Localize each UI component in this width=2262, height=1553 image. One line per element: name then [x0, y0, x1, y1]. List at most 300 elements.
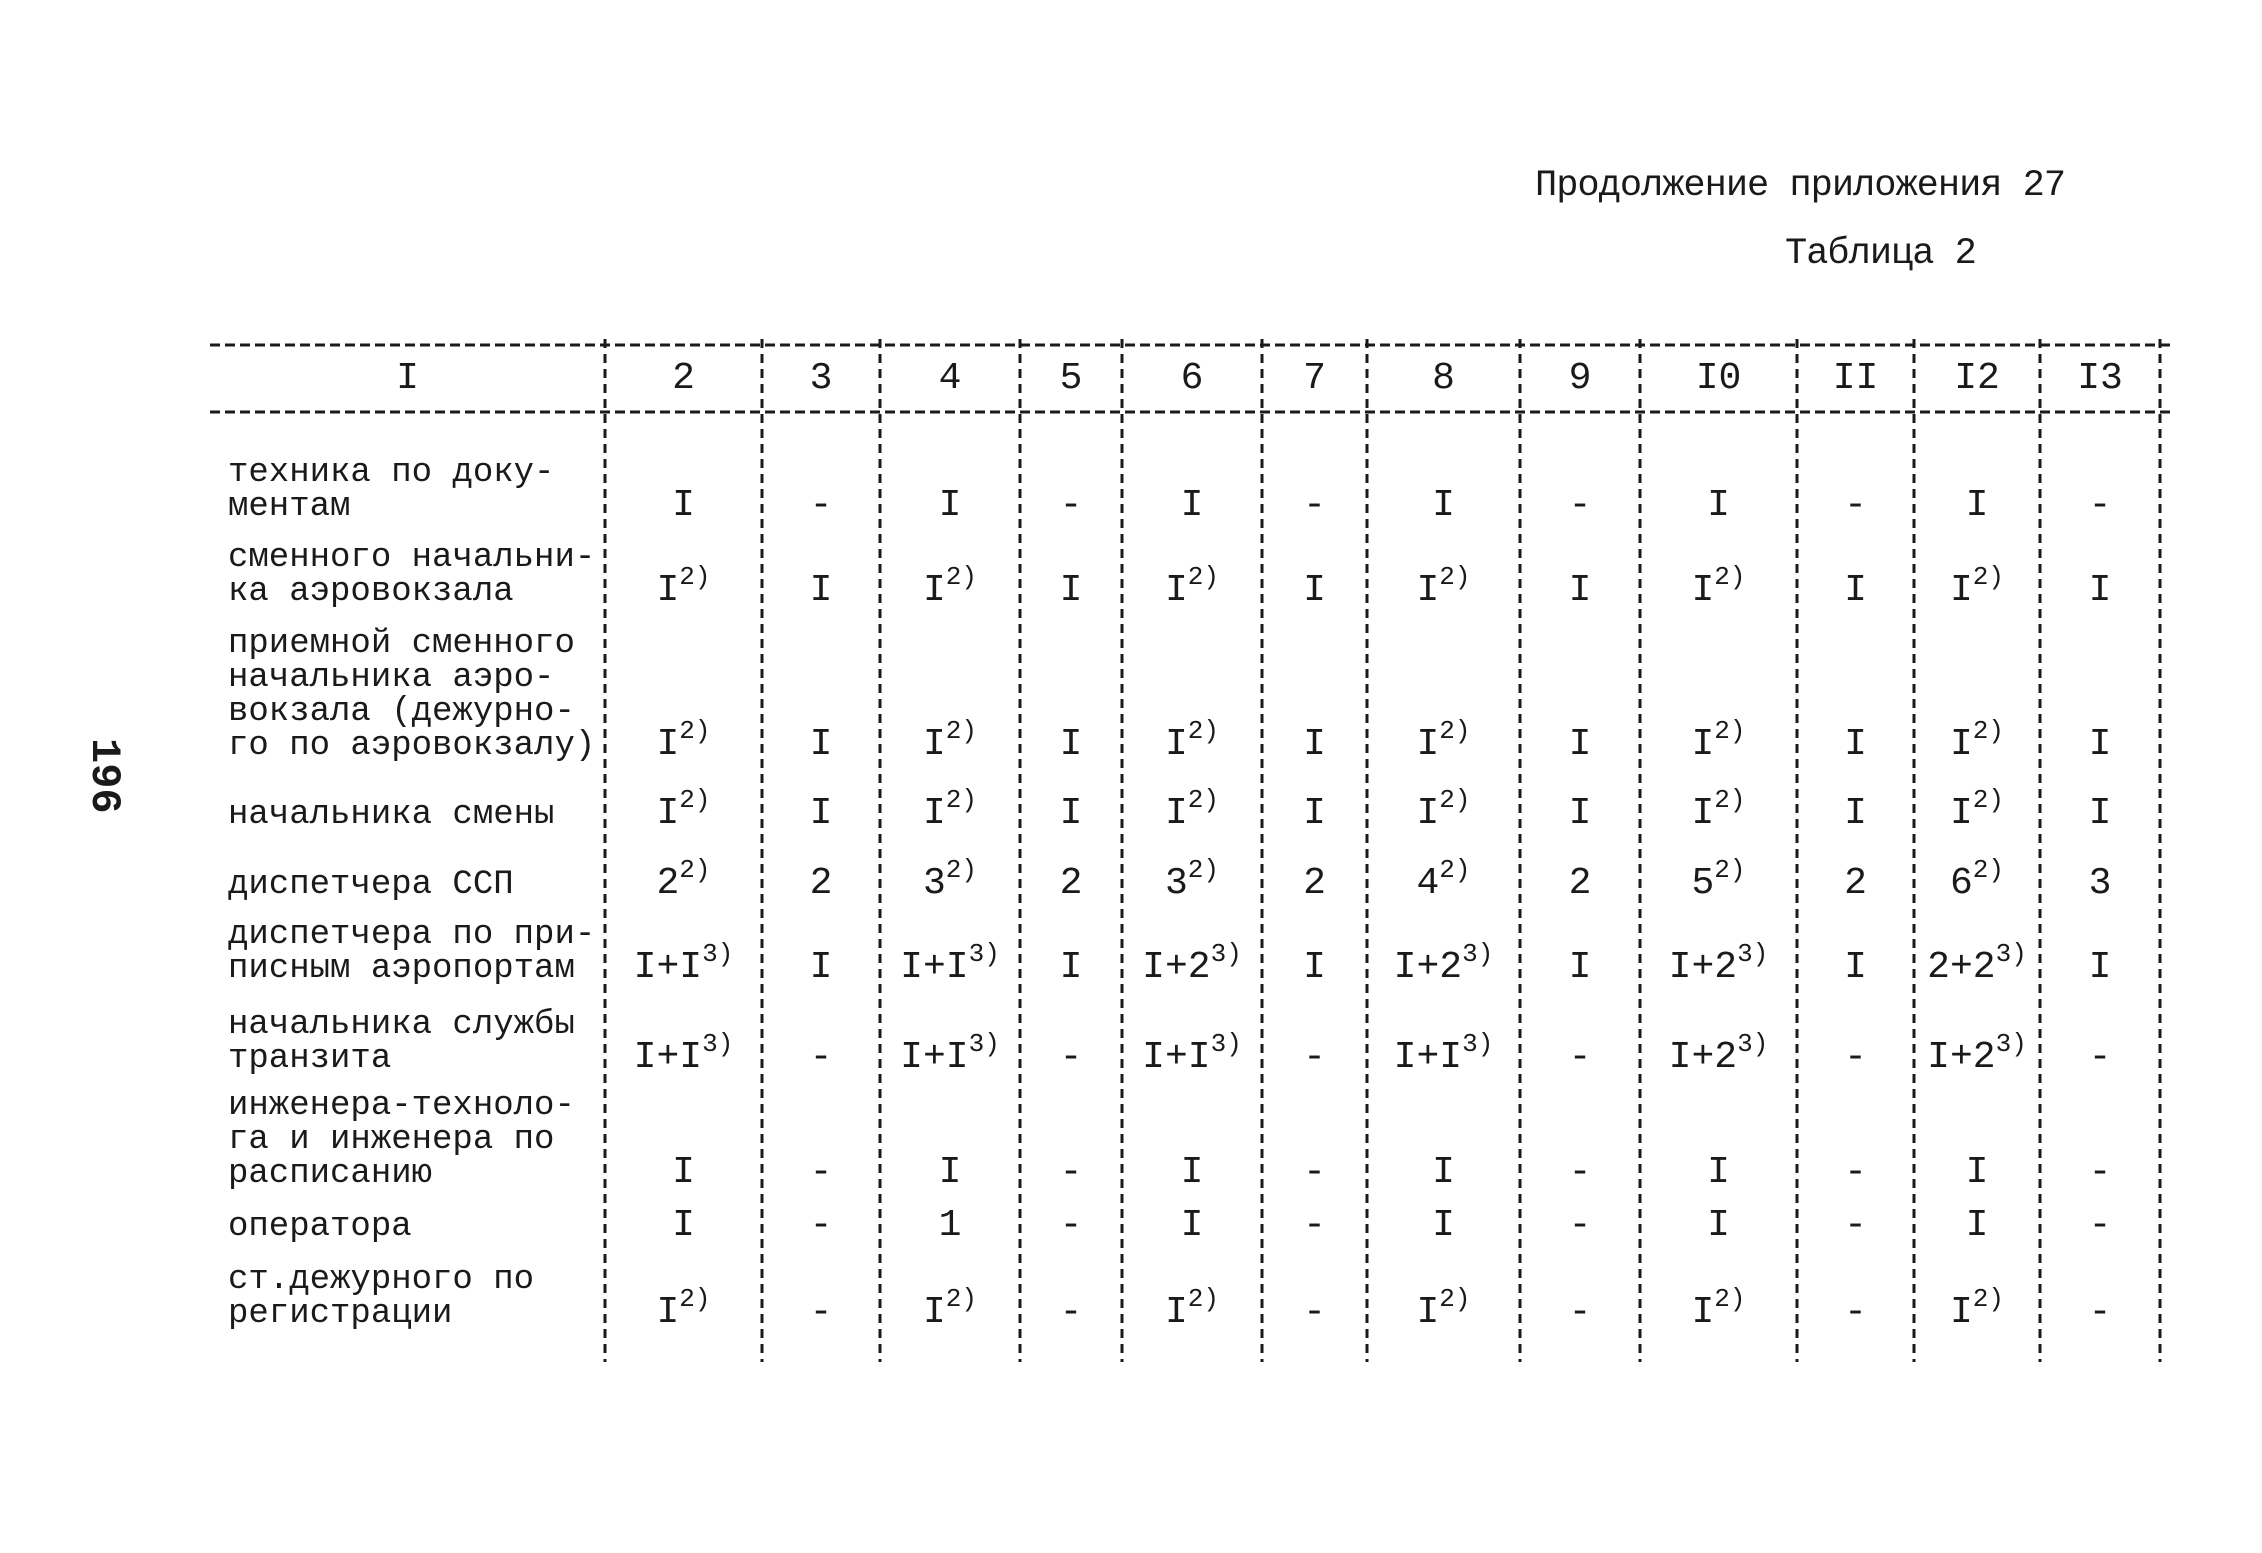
cell-value: I	[1844, 569, 1867, 612]
table-cell	[1569, 723, 1592, 766]
cell-value: 2	[656, 862, 680, 905]
table-cell	[1569, 1151, 1592, 1194]
cell-value: I	[1164, 792, 1188, 835]
table-cell	[939, 484, 962, 527]
cell-value: 2	[809, 862, 833, 905]
column-header-13: I3	[2077, 357, 2123, 400]
cell-value: -	[1303, 484, 1326, 527]
row-label-line: регистрации	[228, 1295, 453, 1333]
cell-value: I	[1965, 484, 1989, 527]
cell-value: I	[1303, 792, 1326, 835]
cell-footnote-mark: 2)	[1714, 716, 1746, 746]
table-cell	[1060, 1291, 1083, 1334]
table-cell	[1844, 484, 1867, 527]
table-cell	[1303, 946, 1326, 989]
column-header-2: 2	[672, 357, 695, 400]
table-cell	[1416, 785, 1470, 835]
table-cell	[656, 785, 710, 835]
cell-value: I	[1965, 1151, 1989, 1194]
table-cell	[1569, 946, 1592, 989]
table-cell	[1303, 723, 1326, 766]
cell-value: -	[1059, 1151, 1083, 1194]
cell-value: I	[1707, 1151, 1730, 1194]
table-row	[228, 539, 2111, 612]
table-cell	[1303, 569, 1326, 612]
cell-footnote-mark: 2)	[1972, 562, 2005, 592]
cell-footnote-mark: 2)	[1972, 716, 2005, 746]
table-cell	[1691, 1284, 1745, 1334]
column-header-10: I0	[1695, 357, 1742, 400]
table-cell	[1844, 1291, 1867, 1334]
table-cell	[1394, 939, 1494, 989]
table-cell	[1303, 792, 1326, 835]
cell-value: -	[809, 1151, 833, 1194]
column-header-1: I	[396, 357, 419, 400]
cell-value: 5	[1691, 862, 1715, 905]
cell-value: 3	[2088, 862, 2112, 905]
table-cell	[656, 716, 710, 766]
cell-value: I	[1059, 946, 1083, 989]
table-cell	[923, 562, 977, 612]
cell-value: I	[672, 484, 695, 527]
table-cell	[810, 569, 833, 612]
table-cell	[1950, 562, 2004, 612]
cell-value: -	[809, 484, 833, 527]
row-label-line: ст.дежурного по	[228, 1261, 535, 1299]
cell-value: -	[809, 1036, 833, 1079]
table-cell	[1844, 569, 1867, 612]
table-cell	[810, 1151, 833, 1194]
table-cell	[1432, 484, 1455, 527]
table-row	[228, 1087, 2111, 1194]
table-cell	[656, 855, 710, 905]
row-label-line: писным аэропортам	[228, 950, 575, 988]
cell-footnote-mark: 2)	[1714, 1284, 1746, 1314]
cell-value: I	[2088, 946, 2112, 989]
table-cell	[1303, 1204, 1326, 1247]
cell-value: I	[938, 484, 962, 527]
table-cell	[1844, 1151, 1867, 1194]
column-header-8: 8	[1432, 357, 1455, 400]
table-cell	[900, 939, 1000, 989]
cell-value: -	[1059, 1204, 1083, 1247]
cell-value: I	[656, 569, 680, 612]
cell-footnote-mark: 2)	[679, 562, 711, 592]
table-row	[228, 625, 2111, 766]
cell-value: -	[1568, 1151, 1592, 1194]
cell-value: -	[1059, 1036, 1083, 1079]
cell-value: I	[922, 569, 946, 612]
table-cell	[1432, 1151, 1455, 1194]
cell-value: -	[1568, 1204, 1592, 1247]
cell-value: -	[1844, 1036, 1867, 1079]
table-cell	[1060, 484, 1083, 527]
cell-value: I	[809, 723, 833, 766]
table-cell	[923, 855, 977, 905]
row-label-line: расписанию	[228, 1155, 433, 1193]
cell-footnote-mark: 2)	[679, 855, 711, 885]
cell-value: I	[922, 792, 946, 835]
table-header-row	[396, 357, 2123, 400]
table-cell	[1569, 1291, 1592, 1334]
cell-footnote-mark: 3)	[968, 939, 1000, 969]
table-cell	[1181, 484, 1204, 527]
cell-value: I	[922, 1291, 946, 1334]
row-label-line: техника по доку-	[228, 454, 555, 492]
table-cell	[1844, 1204, 1867, 1247]
cell-value: 2	[1059, 862, 1083, 905]
row-label-line: сменного начальни-	[228, 539, 596, 577]
cell-footnote-mark: 2)	[1439, 785, 1471, 815]
table-cell	[810, 862, 833, 905]
table-cell	[2089, 1291, 2112, 1334]
table-cell	[810, 1036, 833, 1079]
cell-value: 4	[1416, 862, 1440, 905]
row-label-line: начальника службы	[228, 1006, 575, 1044]
cell-footnote-mark: 2)	[1187, 1284, 1220, 1314]
table-row	[228, 1204, 2111, 1247]
cell-value: I	[1432, 1151, 1455, 1194]
column-header-3: 3	[809, 357, 833, 400]
column-header-9: 9	[1568, 357, 1592, 400]
cell-value: -	[1844, 1204, 1867, 1247]
cell-value: 3	[922, 862, 946, 905]
table-cell	[2089, 484, 2112, 527]
column-header-7: 7	[1303, 357, 1326, 400]
table-cell	[1569, 862, 1592, 905]
cell-value: I	[1691, 723, 1715, 766]
table-cell	[1966, 1204, 1989, 1247]
cell-footnote-mark: 3)	[702, 1029, 734, 1059]
cell-footnote-mark: 2)	[1714, 785, 1746, 815]
cell-value: -	[2088, 1204, 2112, 1247]
cell-value: -	[2088, 1291, 2112, 1334]
table-cell	[2089, 1204, 2112, 1247]
table-row	[228, 454, 2111, 527]
cell-value: I	[1844, 946, 1867, 989]
cell-value: I	[2088, 569, 2112, 612]
table-cell	[1165, 716, 1219, 766]
cell-value: -	[1303, 1151, 1326, 1194]
cell-footnote-mark: 3)	[1737, 1029, 1769, 1059]
table-cell	[1165, 1284, 1219, 1334]
table-cell	[1060, 1204, 1083, 1247]
table-cell	[1966, 484, 1989, 527]
cell-footnote-mark: 3)	[1995, 1029, 2027, 1059]
cell-value: I	[1949, 569, 1973, 612]
table-cell	[1569, 484, 1592, 527]
page-number: 196	[80, 738, 128, 814]
cell-value: I	[672, 1204, 695, 1247]
row-label-line: диспетчера по при-	[228, 916, 596, 954]
cell-value: -	[1568, 1291, 1592, 1334]
cell-value: I	[1949, 1291, 1973, 1334]
cell-value: I	[656, 723, 680, 766]
cell-value: I	[809, 569, 833, 612]
table-cell	[634, 939, 734, 989]
row-label-line: вокзала (дежурно-	[228, 693, 575, 731]
cell-footnote-mark: 2)	[1972, 1284, 2005, 1314]
cell-value: I+2	[1668, 946, 1738, 989]
table-cell	[1181, 1151, 1204, 1194]
row-label-line: ка аэровокзала	[228, 573, 514, 611]
cell-footnote-mark: 2)	[945, 716, 978, 746]
table-row	[228, 1261, 2111, 1334]
table-cell	[1691, 855, 1745, 905]
cell-value: I	[1303, 569, 1326, 612]
cell-value: -	[809, 1204, 833, 1247]
cell-footnote-mark: 2)	[1439, 562, 1471, 592]
row-label-line: транзита	[228, 1040, 392, 1078]
table-cell	[1303, 484, 1326, 527]
table-cell	[923, 1284, 977, 1334]
cell-value: -	[1059, 484, 1083, 527]
cell-value: I	[1568, 792, 1592, 835]
table-cell	[1394, 1029, 1494, 1079]
column-header-6: 6	[1180, 357, 1204, 400]
table-cell	[1142, 939, 1242, 989]
table-cell	[1569, 569, 1592, 612]
cell-value: I	[1059, 723, 1083, 766]
cell-value: I	[1432, 1204, 1455, 1247]
table-title: Таблица 2	[1785, 233, 1976, 275]
cell-value: 2	[1303, 862, 1326, 905]
cell-value: I	[1416, 723, 1440, 766]
cell-footnote-mark: 2)	[945, 855, 978, 885]
table-cell	[672, 484, 695, 527]
cell-value: -	[809, 1291, 833, 1334]
table-cell	[1950, 716, 2004, 766]
cell-value: I	[1965, 1204, 1989, 1247]
cell-value: I	[1432, 484, 1455, 527]
cell-value: I	[1691, 792, 1715, 835]
cell-value: -	[1568, 484, 1592, 527]
table-cell	[2089, 1151, 2112, 1194]
table-cell	[810, 723, 833, 766]
table-cell	[1669, 939, 1769, 989]
table-cell	[1669, 1029, 1769, 1079]
cell-footnote-mark: 2)	[1714, 562, 1746, 592]
table-cell	[2089, 723, 2112, 766]
table-cell	[939, 1151, 962, 1194]
table-cell	[810, 946, 833, 989]
cell-value: I	[1707, 1204, 1730, 1247]
table-cell	[1416, 716, 1470, 766]
table-cell	[1569, 1204, 1592, 1247]
cell-value: I	[809, 946, 833, 989]
cell-footnote-mark: 2)	[1187, 855, 1220, 885]
table-cell	[1927, 939, 2027, 989]
column-header-11: II	[1832, 357, 1879, 400]
row-label-line: инженера-техноло-	[228, 1087, 575, 1125]
cell-value: 2+2	[1927, 946, 1996, 989]
cell-value: I	[1949, 723, 1973, 766]
table-cell	[1950, 1284, 2004, 1334]
table-cell	[810, 792, 833, 835]
cell-value: I	[1164, 1291, 1188, 1334]
table-cell	[1165, 855, 1219, 905]
cell-value: I	[1164, 723, 1188, 766]
cell-value: I	[656, 1291, 680, 1334]
cell-footnote-mark: 2)	[1187, 562, 1220, 592]
table-cell	[923, 785, 977, 835]
row-label-line: го по аэровокзалу)	[228, 727, 596, 765]
cell-footnote-mark: 2)	[945, 1284, 978, 1314]
table-cell	[1165, 785, 1219, 835]
cell-footnote-mark: 2)	[1187, 785, 1220, 815]
table-row	[228, 1006, 2111, 1079]
table-cell	[1950, 785, 2004, 835]
cell-footnote-mark: 2)	[1187, 716, 1220, 746]
cell-footnote-mark: 2)	[945, 785, 978, 815]
cell-value: I	[1691, 1291, 1715, 1334]
cell-value: I	[1180, 1151, 1204, 1194]
table-cell	[656, 562, 710, 612]
table-cell	[1844, 792, 1867, 835]
cell-value: I	[672, 1151, 695, 1194]
table-cell	[1303, 1036, 1326, 1079]
column-header-4: 4	[938, 357, 962, 400]
table-cell	[1060, 946, 1083, 989]
table-cell	[1303, 862, 1326, 905]
cell-value: I	[1303, 723, 1326, 766]
cell-value: I+2	[1927, 1036, 1996, 1079]
row-label-line: начальника аэро-	[228, 659, 555, 697]
cell-value: I	[1180, 1204, 1204, 1247]
cell-value: I	[1416, 792, 1440, 835]
cell-value: I	[922, 723, 946, 766]
cell-value: -	[1844, 1151, 1867, 1194]
table-row	[228, 785, 2111, 835]
table-cell	[1181, 1204, 1204, 1247]
table-cell	[810, 1291, 833, 1334]
row-label-line: ментам	[228, 488, 351, 526]
table-cell	[923, 716, 977, 766]
table-cell	[1060, 862, 1083, 905]
cell-value: -	[1844, 484, 1867, 527]
cell-footnote-mark: 2)	[679, 1284, 711, 1314]
table-cell	[2089, 569, 2112, 612]
row-label-line: га и инженера по	[228, 1121, 555, 1159]
cell-footnote-mark: 2)	[1439, 855, 1471, 885]
cell-value: I	[938, 1151, 962, 1194]
table-cell	[656, 1284, 710, 1334]
cell-value: I	[1949, 792, 1973, 835]
cell-footnote-mark: 2)	[1714, 855, 1746, 885]
cell-footnote-mark: 2)	[945, 562, 978, 592]
table-cell	[1569, 792, 1592, 835]
cell-value: -	[1303, 1291, 1326, 1334]
table-cell	[1060, 1036, 1083, 1079]
cell-value: -	[1844, 1291, 1867, 1334]
table-body	[228, 454, 2111, 1334]
cell-footnote-mark: 3)	[1210, 1029, 1242, 1059]
table-cell	[810, 484, 833, 527]
table-cell	[672, 1204, 695, 1247]
cell-value: I+I	[900, 946, 969, 989]
column-header-5: 5	[1059, 357, 1083, 400]
cell-value: I	[1059, 569, 1083, 612]
table-cell	[1707, 1151, 1730, 1194]
cell-value: I	[2088, 792, 2112, 835]
cell-value: I	[1844, 792, 1867, 835]
table-cell	[1927, 1029, 2027, 1079]
table-cell	[2089, 792, 2112, 835]
cell-value: -	[2088, 1036, 2112, 1079]
cell-footnote-mark: 3)	[1462, 1029, 1494, 1059]
cell-value: -	[1303, 1036, 1326, 1079]
cell-footnote-mark: 2)	[1972, 785, 2005, 815]
cell-value: I	[1180, 484, 1204, 527]
table-cell	[2089, 862, 2112, 905]
table-cell	[1844, 946, 1867, 989]
cell-value: I	[1691, 569, 1715, 612]
table-cell	[1707, 484, 1730, 527]
table-cell	[1060, 723, 1083, 766]
cell-footnote-mark: 3)	[1462, 939, 1494, 969]
table-cell	[672, 1151, 695, 1194]
cell-value: 2	[1844, 862, 1867, 905]
table-cell	[1303, 1291, 1326, 1334]
table-cell	[1432, 1204, 1455, 1247]
cell-value: I+2	[1668, 1036, 1738, 1079]
table-cell	[1844, 723, 1867, 766]
cell-value: I	[1707, 484, 1730, 527]
cell-footnote-mark: 2)	[1439, 716, 1471, 746]
cell-value: 6	[1949, 862, 1973, 905]
table-cell	[1416, 855, 1470, 905]
cell-value: I	[1303, 946, 1326, 989]
cell-value: I+2	[1142, 946, 1211, 989]
cell-value: I	[656, 792, 680, 835]
cell-footnote-mark: 2)	[1439, 1284, 1471, 1314]
table-cell	[900, 1029, 1000, 1079]
cell-value: I	[809, 792, 833, 835]
cell-value: I	[1568, 946, 1592, 989]
table-cell	[810, 1204, 833, 1247]
cell-footnote-mark: 3)	[1737, 939, 1769, 969]
table-cell	[1950, 855, 2004, 905]
cell-value: I+2	[1393, 946, 1463, 989]
cell-footnote-mark: 2)	[679, 716, 711, 746]
cell-value: I+I	[633, 946, 703, 989]
table-cell	[1142, 1029, 1242, 1079]
table-cell	[1303, 1151, 1326, 1194]
column-header-12: I2	[1954, 357, 2000, 400]
table-cell	[1416, 1284, 1470, 1334]
table-cell	[939, 1204, 962, 1247]
cell-value: I+I	[1393, 1036, 1463, 1079]
table-cell	[1691, 716, 1745, 766]
cell-value: I	[1416, 569, 1440, 612]
table-cell	[1691, 785, 1745, 835]
cell-value: I	[1568, 569, 1592, 612]
table-cell	[2089, 1036, 2112, 1079]
table-cell	[1416, 562, 1470, 612]
cell-value: I	[1164, 569, 1188, 612]
cell-value: I	[1416, 1291, 1440, 1334]
table-cell	[1060, 792, 1083, 835]
cell-value: I+I	[1142, 1036, 1211, 1079]
table-cell	[1060, 569, 1083, 612]
cell-footnote-mark: 3)	[968, 1029, 1000, 1059]
cell-footnote-mark: 2)	[679, 785, 711, 815]
cell-value: I	[1059, 792, 1083, 835]
cell-value: 1	[938, 1204, 962, 1247]
table-cell	[1707, 1204, 1730, 1247]
cell-value: -	[2088, 1151, 2112, 1194]
table-cell	[1844, 862, 1867, 905]
